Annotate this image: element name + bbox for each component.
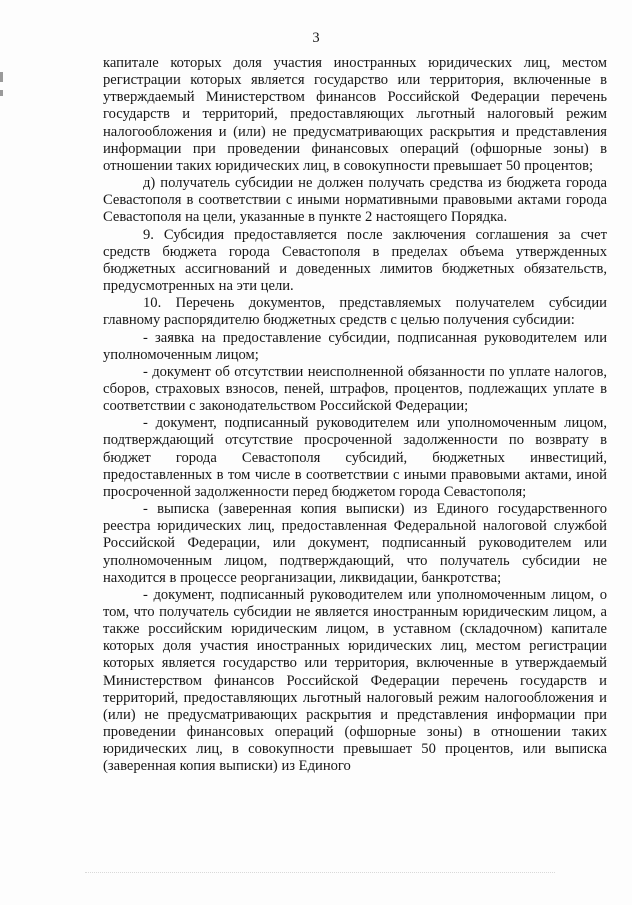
list-item: - документ, подписанный руководителем или уполномоченным лицом, подтверждающий отсутствие просроченной задолженности по возврату в бюджет города Севастополя субсидий, бюджетных инвестиций, предоставленных в том числе в соответствии с иными правовыми актами, иной просроченной задолженности перед бюджетом города Севастополя; bbox=[103, 415, 607, 500]
list-item: - документ об отсутствии неисполненной обязанности по уплате налогов, сборов, страховых взносов, пеней, штрафов, процентов, подлежащих уплате в соответствии с законодательством Российской Федерации; bbox=[103, 363, 607, 415]
list-item: - документ, подписанный руководителем или уполномоченным лицом, о том, что получатель субсидии не является иностранным юридическим лицом, а также российским юридическим лицом, в уставном (складочном) капитале которых доля участия иностранных юридических лиц, местом регистрации которых является государство или территория, включенные в утверждаемый Министерством финансов Российской Федерации перечень государств и территорий, предоставляющих льготный налоговый режим налогообложения и (или) не предусматривающих раскрытия и представления информации при проведении финансовых операций (офшорные зоны) в отношении таких юридических лиц, в совокупности превышает 50 процентов, или выписка (заверенная копия выписки) из Единого bbox=[103, 586, 607, 775]
paragraph: 10. Перечень документов, представляемых получателем субсидии главному распорядителю бюджетных средств с целью получения субсидии: bbox=[103, 295, 607, 329]
paragraph: капитале которых доля участия иностранных юридических лиц, местом регистрации которых является государство или территория, включенные в утверждаемый Министерством финансов Российской Федерации перечень государств и территорий, предоставляющих льготный налоговый режим налогообложения и (или) не предусматривающих раскрытия и представления информации при проведении финансовых операций (офшорные зоны) в отношении таких юридических лиц, в совокупности превышает 50 процентов; bbox=[103, 55, 607, 174]
list-item: - заявка на предоставление субсидии, подписанная руководителем или уполномоченным лицом; bbox=[103, 329, 607, 363]
page-number: 3 bbox=[312, 30, 320, 46]
scan-margin-mark bbox=[0, 90, 3, 96]
scan-margin-mark bbox=[0, 72, 3, 82]
list-item: - выписка (заверенная копия выписки) из Единого государственного реестра юридических лиц, предоставленная Федеральной налоговой службой Российской Федерации, или документ, подписанный руководителем или уполномоченным лицом, подтверждающий, что получатель субсидии не находится в процессе реорганизации, ликвидации, банкротства; bbox=[103, 501, 607, 586]
scan-noise-line bbox=[85, 872, 555, 874]
document-body bbox=[103, 55, 607, 776]
paragraph: д) получатель субсидии не должен получать средства из бюджета города Севастополя в соответствии с иными нормативными правовыми актами города Севастополя на цели, указанные в пункте 2 настоящего Порядка. bbox=[103, 175, 607, 226]
paragraph: 9. Субсидия предоставляется после заключения соглашения за счет средств бюджета города Севастополя в пределах объема утвержденных бюджетных ассигнований и доведенных лимитов бюджетных обязательств, предусмотренных на эти цели. bbox=[103, 226, 607, 295]
